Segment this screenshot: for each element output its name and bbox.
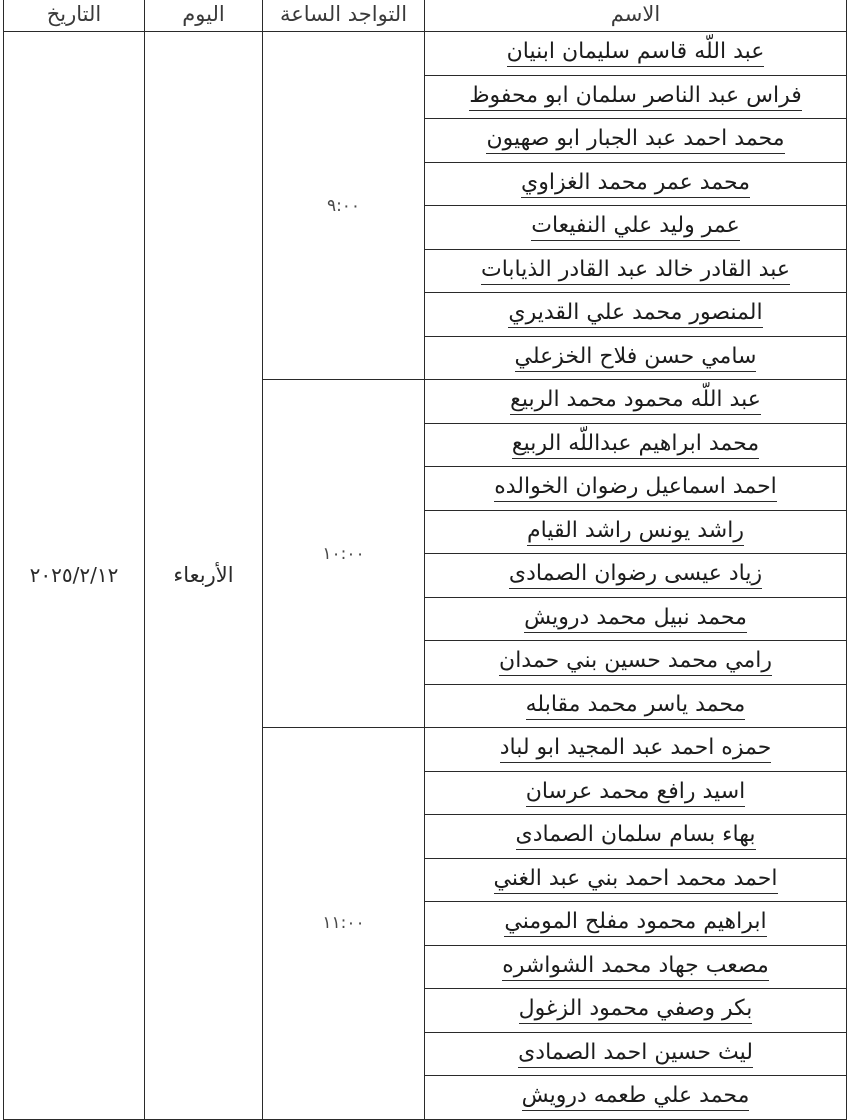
person-name: محمد عمر محمد الغزاوي (521, 170, 750, 198)
person-name: ابراهيم محمود مفلح المومني (504, 909, 766, 937)
header-name: الاسم (425, 0, 847, 32)
time-slot-cell: ١١:٠٠ (263, 728, 425, 1120)
person-name: اسيد رافع محمد عرسان (526, 779, 745, 807)
person-name: محمد ياسر محمد مقابله (526, 692, 746, 720)
name-cell (425, 162, 847, 206)
person-name: بهاء بسام سلمان الصمادى (516, 822, 756, 850)
header-row (4, 0, 847, 32)
day-cell: الأربعاء (145, 32, 263, 1120)
name-cell (425, 771, 847, 815)
name-cell (425, 945, 847, 989)
name-cell (425, 684, 847, 728)
name-cell (425, 380, 847, 424)
person-name: مصعب جهاد محمد الشواشره (502, 953, 769, 981)
person-name: المنصور محمد علي القديري (508, 300, 762, 328)
name-cell (425, 32, 847, 76)
person-name: ليث حسين احمد الصمادى (518, 1040, 753, 1068)
name-cell (425, 1076, 847, 1120)
name-cell (425, 554, 847, 598)
table-header (4, 0, 847, 32)
name-cell (425, 858, 847, 902)
name-cell (425, 989, 847, 1033)
name-cell (425, 902, 847, 946)
name-cell (425, 510, 847, 554)
header-date: التاريخ (4, 0, 145, 32)
person-name: عمر وليد علي النفيعات (531, 213, 739, 241)
schedule-table (3, 0, 847, 1120)
person-name: عبد اللّه قاسم سليمان ابنيان (507, 39, 765, 67)
person-name: احمد اسماعيل رضوان الخوالده (494, 474, 777, 502)
person-name: عبد القادر خالد عبد القادر الذيابات (481, 257, 790, 285)
name-cell (425, 728, 847, 772)
person-name: محمد احمد عبد الجبار ابو صهيون (486, 126, 784, 154)
name-cell (425, 597, 847, 641)
name-cell (425, 206, 847, 250)
person-name: زياد عيسى رضوان الصمادى (509, 561, 762, 589)
name-cell (425, 467, 847, 511)
person-name: محمد نبيل محمد درويش (524, 605, 747, 633)
person-name: سامي حسن فلاح الخزعلي (515, 344, 757, 372)
date-cell: ٢٠٢٥/٢/١٢ (4, 32, 145, 1120)
name-cell (425, 293, 847, 337)
name-cell (425, 1032, 847, 1076)
person-name: حمزه احمد عبد المجيد ابو لباد (500, 735, 772, 763)
name-cell (425, 815, 847, 859)
name-cell (425, 423, 847, 467)
name-cell (425, 119, 847, 163)
header-day: اليوم (145, 0, 263, 32)
name-cell (425, 336, 847, 380)
person-name: محمد علي طعمه درويش (522, 1083, 750, 1111)
person-name: رامي محمد حسين بني حمدان (499, 648, 772, 676)
name-cell (425, 75, 847, 119)
time-slot-cell: ٩:٠٠ (263, 32, 425, 380)
name-cell (425, 249, 847, 293)
time-slot-cell: ١٠:٠٠ (263, 380, 425, 728)
person-name: احمد محمد احمد بني عبد الغني (494, 866, 778, 894)
person-name: فراس عبد الناصر سلمان ابو محفوظ (469, 83, 802, 111)
person-name: راشد يونس راشد القيام (527, 518, 744, 546)
person-name: بكر وصفي محمود الزغول (519, 996, 753, 1024)
name-cell (425, 641, 847, 685)
table-row (4, 32, 847, 76)
person-name: محمد ابراهيم عبداللّه الربيع (512, 431, 759, 459)
person-name: عبد اللّه محمود محمد الربيع (510, 387, 761, 415)
table-body (4, 32, 847, 1120)
header-time: التواجد الساعة (263, 0, 425, 32)
